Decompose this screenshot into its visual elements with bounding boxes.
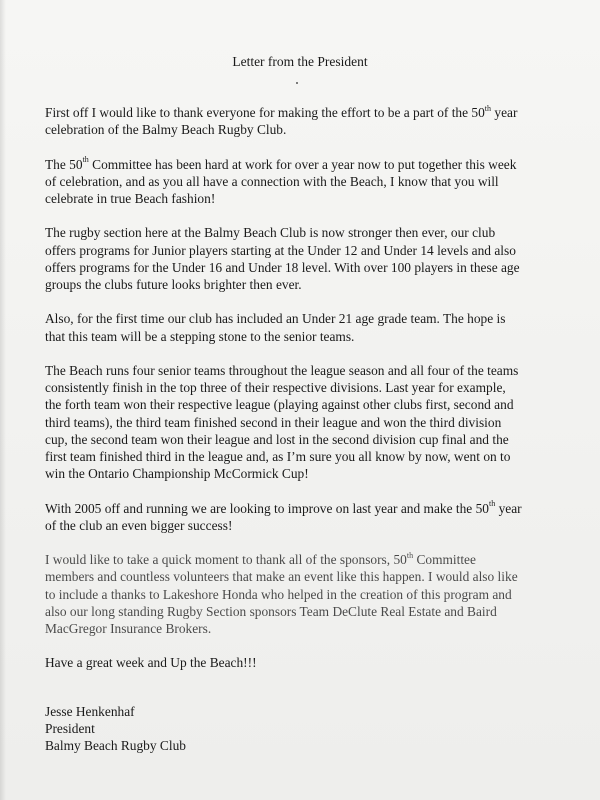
paragraph-text: Also, for the first time our club has included an Under 21 age grade team. The hope is that this team will be a stepping stone to the senior teams. <box>45 311 506 344</box>
paragraph-text: year of the club an even bigger success! <box>45 500 522 533</box>
letter-paragraph <box>45 654 565 671</box>
letter-paragraph <box>45 156 565 208</box>
ordinal-superscript: th <box>82 155 89 165</box>
paragraph-text: The rugby section here at the Balmy Beach Club is now stronger then ever, our club offers programs for Junior players starting at the Under 12 and Under 14 levels and also offers programs for the Under 16 and Under 18 level. With over 100 players in these age groups the clubs future looks brighter then ever. <box>45 225 520 292</box>
ordinal-superscript: th <box>406 550 414 560</box>
signature-organization: Balmy Beach Rugby Club <box>45 738 186 754</box>
paragraph-text: Committee has been hard at work for over a year now to put together this week of celebration, and as you all have a connection with the Beach, I know that you will celebrate in true Beach fashion! <box>45 156 517 206</box>
ordinal-superscript: th <box>488 499 496 509</box>
paragraph-text: Have a great week and Up the Beach!!! <box>45 655 257 671</box>
signature-name: Jesse Henkenhaf <box>45 704 135 719</box>
letter-title: Letter from the President <box>232 54 368 69</box>
signature-block <box>45 703 186 755</box>
letter-paragraph <box>45 362 565 482</box>
scan-speck <box>296 82 298 84</box>
letter-body <box>45 104 565 689</box>
letter-paragraph <box>45 551 565 637</box>
letter-paragraph <box>45 104 565 138</box>
paragraph-text: The Beach runs four senior teams throughout the league season and all four of the teams consistently finish in the top three of their respective divisions. Last year for example, the forth team won their respective league (playing against other clubs first, second and third teams), the third team finished second in their league and won the third division cup, the second team won their league and lost in the second division cup final and the first team finished third in the league and, as I’m sure you all know by now, went on to win the Ontario Championship McCormick Cup! <box>45 362 519 482</box>
paragraph-text: year celebration of the Balmy Beach Rugby Club. <box>45 105 518 138</box>
letter-paragraph <box>45 500 565 534</box>
paragraph-text: First off I would like to thank everyone for making the effort to be a part of the 50 <box>45 105 485 120</box>
letter-paragraph <box>45 310 565 344</box>
paragraph-text: The 50 <box>45 156 83 172</box>
page-edge-shadow <box>0 0 6 800</box>
paragraph-text: Committee members and countless volunteers that make an event like this happen. I would also like to include a thanks to Lakeshore Honda who helped in the creation of this program and also our long standing Rugby Section sponsors Team DeClute Real Estate and Baird MacGregor Insurance Brokers. <box>45 552 518 636</box>
letter-paragraph <box>45 224 565 293</box>
paragraph-text: With 2005 off and running we are looking to improve on last year and make the 50 <box>45 500 489 516</box>
paragraph-text: I would like to take a quick moment to thank all of the sponsors, 50 <box>45 552 407 568</box>
ordinal-superscript: th <box>484 103 492 113</box>
signature-role: President <box>45 721 95 737</box>
